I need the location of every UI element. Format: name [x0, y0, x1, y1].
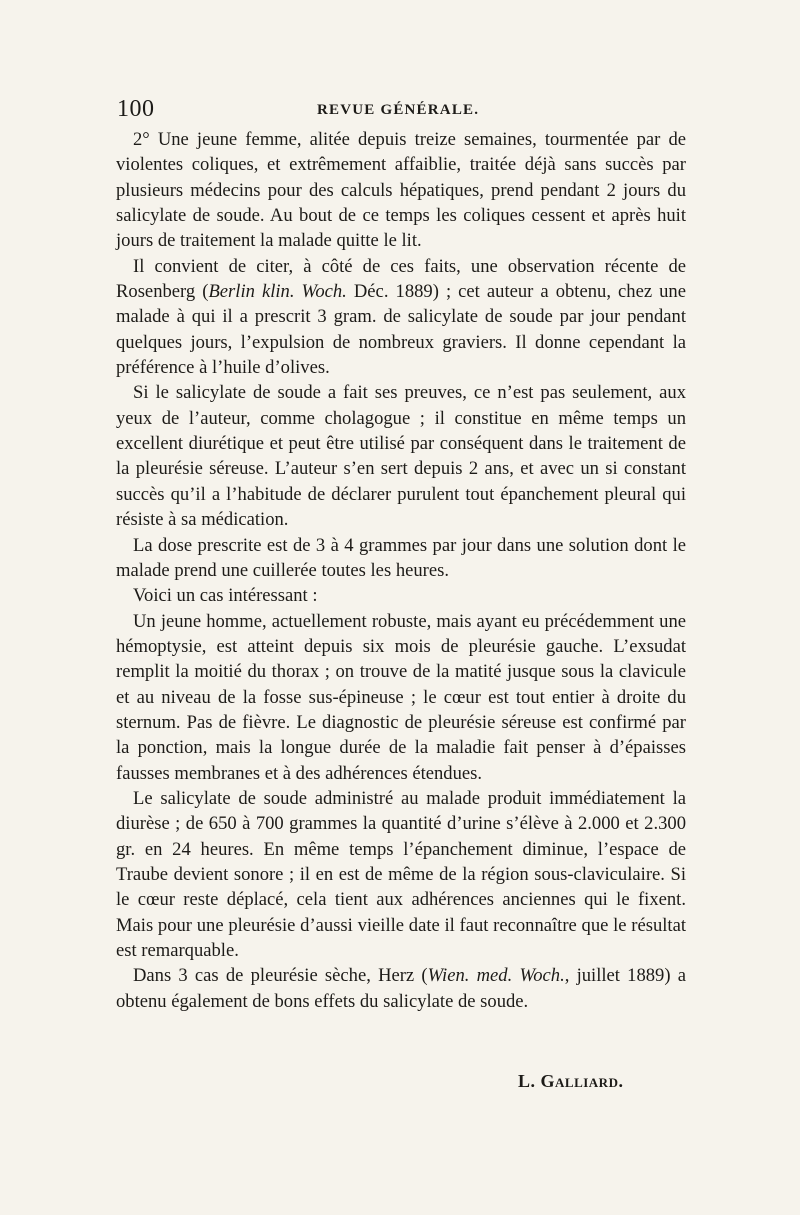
page-header [117, 96, 687, 126]
paragraph [116, 609, 686, 786]
paragraph-text: 2° Une jeune femme, alitée depuis treize semaines, tourmentée par de violentes coliques, et extrêmement affaiblie, traitée déjà sans succès par plusieurs médecins pour des calculs hépatiques, prend pendant 2 jours du salicylate de soude. Au bout de ce temps les coliques cessent et après huit jours de traitement la malade quitte le lit. [116, 129, 686, 252]
paragraph [116, 963, 686, 1014]
paragraph [116, 786, 686, 963]
paragraph-text: Dans 3 cas de pleurésie sèche, Herz ( [133, 965, 428, 987]
paragraph-text: , juillet 1889) a obtenu également de bons effets du salicylate de soude. [116, 965, 686, 1012]
paragraph-text: Il convient de citer, à côté de ces faits, une observation récente de Rosenberg ( [116, 255, 686, 303]
journal-citation: Wien. med. Woch. [427, 965, 565, 987]
paragraph-text: Un jeune homme, actuellement robuste, mais ayant eu précédemment une hémoptysie, est atteint depuis six mois de pleurésie gauche. L’exsudat remplit la moitié du thorax ; on trouve de la matité jusque sous la clavicule et au niveau de la fosse sus-épineuse ; le cœur est tout entier à droite du sternum. Pas de fièvre. Le diagnostic de pleurésie séreuse est confirmé par la ponction, mais la longue durée de la maladie fait penser à d’épaisses fausses membranes et à des adhérences étendues. [116, 610, 686, 784]
paragraph-text: Si le salicylate de soude a fait ses preuves, ce n’est pas seulement, aux yeux de l’auteur, comme cholagogue ; il constitue en même temps un excellent diurétique et peut être utilisé par conséquent dans le traitement de la pleurésie séreuse. L’auteur s’en sert depuis 2 ans, et avec un si constant succès qu’il a l’habitude de déclarer purulent tout épanchement pleural qui résiste à sa médication. [116, 382, 686, 531]
journal-citation: Berlin klin. Woch. [208, 281, 347, 303]
running-head: REVUE GÉNÉRALE. [317, 102, 480, 118]
paragraph-text: Déc. 1889) ; cet auteur a obtenu, chez une malade à qui il a prescrit 3 gram. de salicylate de soude par jour pendant quelques jours, l’expulsion de nombreux graviers. Il donne cependant la préférence à l’huile d’olives. [116, 281, 686, 379]
author-signature: L. Galliard. [518, 1071, 624, 1091]
paragraph-text: Le salicylate de soude administré au malade produit immédiatement la diurèse ; de 650 à 700 grammes la quantité d’urine s’élève à 2.000 et 2.300 gr. en 24 heures. En même temps l’épanchement diminue, l’espace de Traube devient sonore ; il en est de même de la région sous-claviculaire. Si le cœur reste déplacé, cela tient aux adhérences anciennes qui le fixent. Mais pour une pleurésie d’aussi vieille date il faut reconnaître que le résultat est remarquable. [116, 787, 686, 961]
paragraph-text: Voici un cas intéressant : [133, 585, 318, 607]
article-body [116, 127, 686, 1014]
paragraph [116, 254, 686, 381]
page-number: 100 [117, 96, 155, 122]
paragraph [116, 380, 686, 532]
paragraph [116, 533, 686, 584]
paragraph-text: La dose prescrite est de 3 à 4 grammes par jour dans une solution dont le malade prend une cuillerée toutes les heures. [116, 534, 686, 581]
paragraph [116, 583, 686, 608]
paragraph [116, 127, 686, 254]
